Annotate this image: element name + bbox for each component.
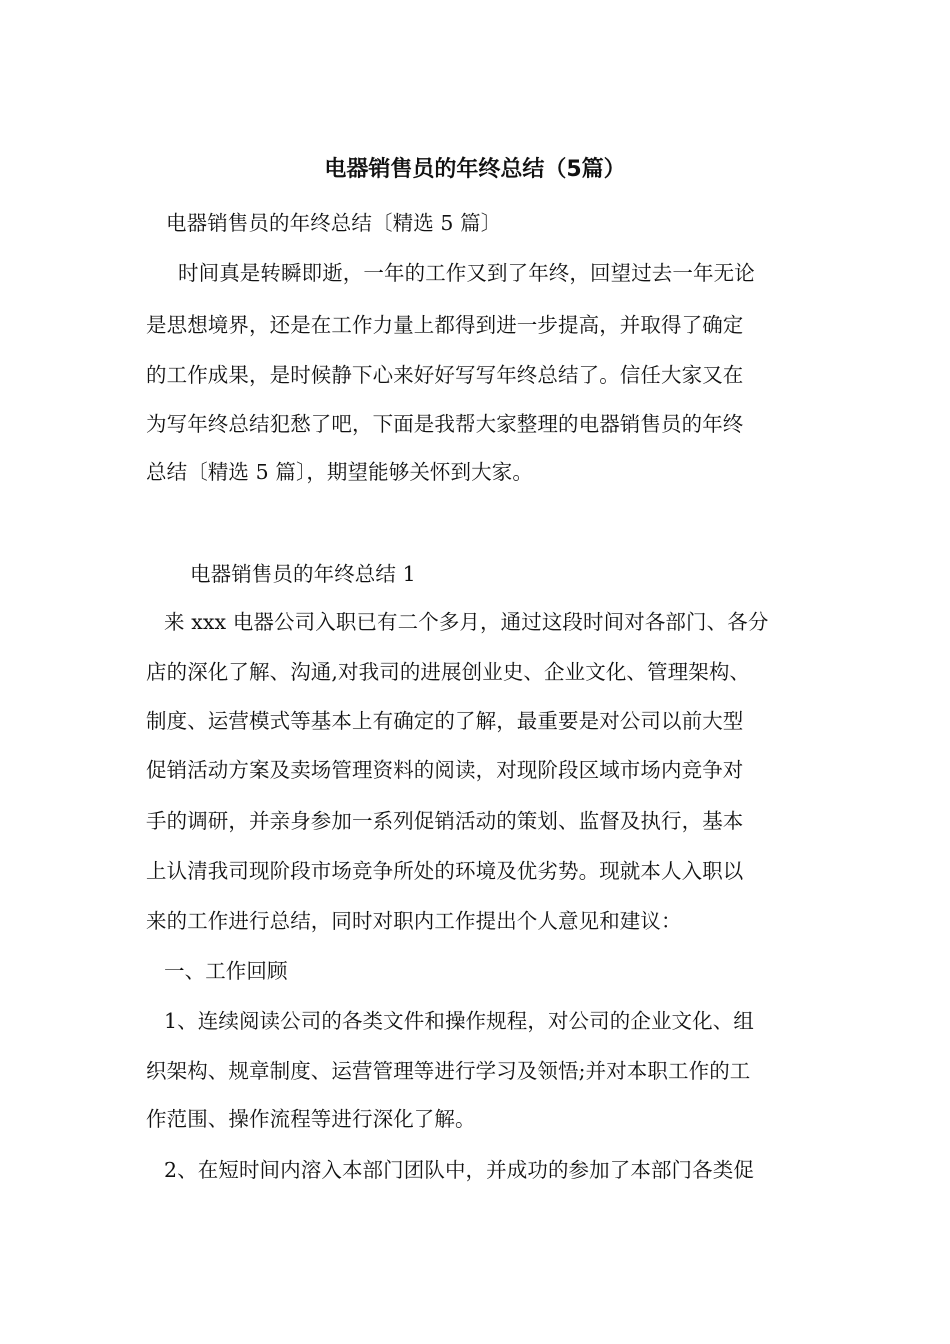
paragraph-line: 的工作成果，是时候静下心来好好写写年终总结了。信任大家又在 bbox=[146, 363, 744, 387]
subsection-heading: 一、工作回顾 bbox=[164, 959, 288, 983]
paragraph-line: 为写年终总结犯愁了吧，下面是我帮大家整理的电器销售员的年终 bbox=[146, 412, 744, 436]
paragraph-line: 总结〔精选 5 篇〕，期望能够关怀到大家。 bbox=[146, 460, 533, 484]
paragraph-line: 来 xxx 电器公司入职已有二个多月，通过这段时间对各部门、各分 bbox=[164, 610, 769, 634]
paragraph-line: 促销活动方案及卖场管理资料的阅读，对现阶段区域市场内竞争对 bbox=[146, 758, 744, 782]
paragraph-line: 店的深化了解、沟通,对我司的进展创业史、企业文化、管理架构、 bbox=[146, 660, 751, 684]
paragraph-line: 来的工作进行总结，同时对职内工作提出个人意见和建议： bbox=[146, 909, 682, 933]
paragraph-line: 是思想境界，还是在工作力量上都得到进一步提高，并取得了确定 bbox=[146, 313, 744, 337]
paragraph-line: 制度、运营模式等基本上有确定的了解，最重要是对公司以前大型 bbox=[146, 709, 744, 733]
paragraph-line: 时间真是转瞬即逝，一年的工作又到了年终，回望过去一年无论 bbox=[178, 261, 755, 285]
section-heading: 电器销售员的年终总结 1 bbox=[190, 562, 416, 586]
paragraph-line: 作范围、操作流程等进行深化了解。 bbox=[146, 1107, 476, 1131]
paragraph-line: 织架构、规章制度、运营管理等进行学习及领悟;并对本职工作的工 bbox=[146, 1059, 751, 1083]
paragraph-line: 手的调研，并亲身参加一系列促销活动的策划、监督及执行，基本 bbox=[146, 809, 744, 833]
document-title: 电器销售员的年终总结（5篇） bbox=[324, 157, 626, 182]
paragraph-line: 2、在短时间内溶入本部门团队中，并成功的参加了本部门各类促 bbox=[164, 1158, 754, 1182]
subtitle-line: 电器销售员的年终总结〔精选 5 篇〕 bbox=[166, 211, 502, 235]
paragraph-line: 1、连续阅读公司的各类文件和操作规程，对公司的企业文化、组 bbox=[164, 1009, 754, 1033]
paragraph-line: 上认清我司现阶段市场竞争所处的环境及优劣势。现就本人入职以 bbox=[146, 859, 744, 883]
